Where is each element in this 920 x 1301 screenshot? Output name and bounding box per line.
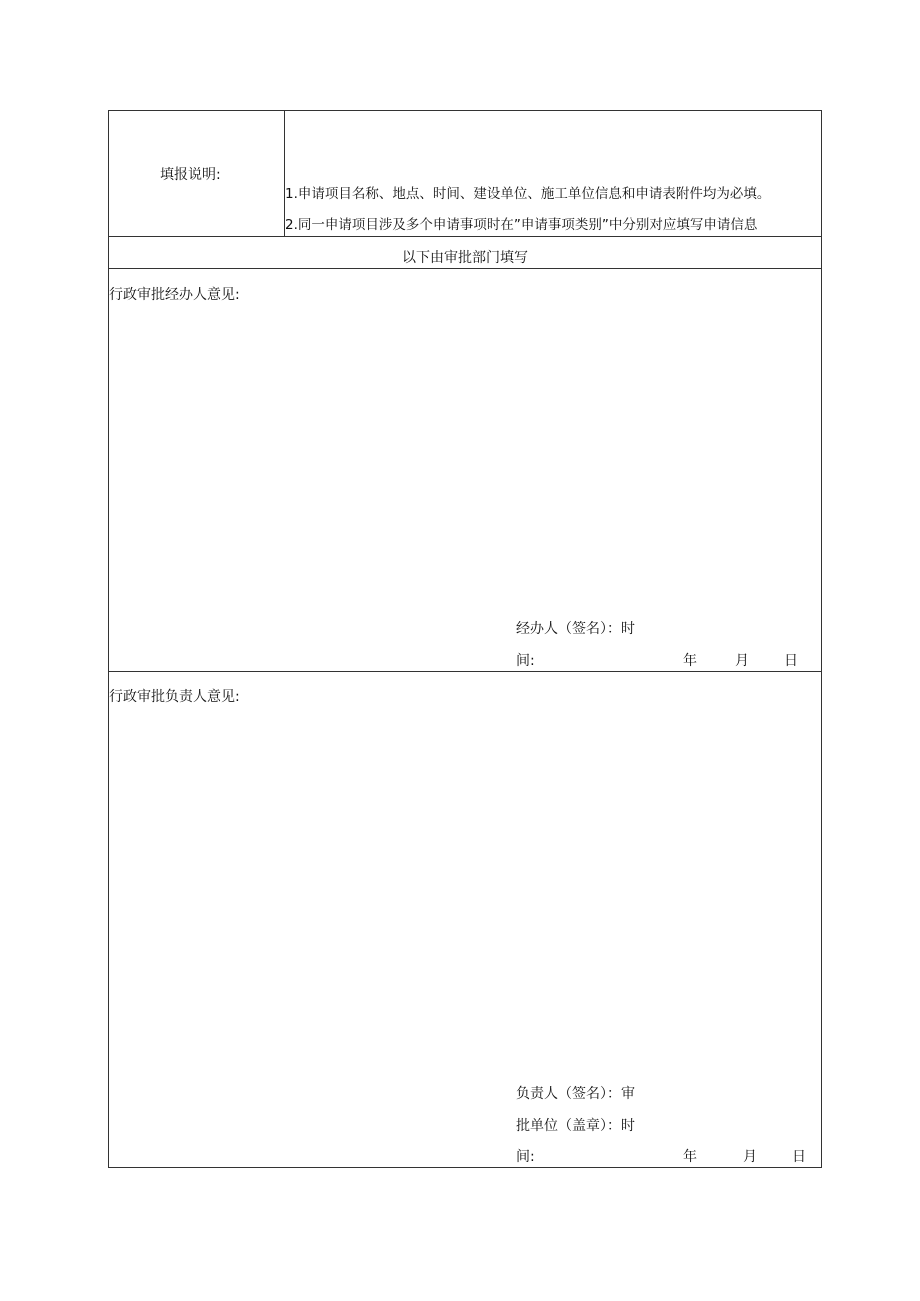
approval-unit-seal-label: 批单位（盖章）：时 [516, 1118, 635, 1134]
row-divider-header [109, 268, 821, 269]
manager-opinion-area[interactable] [113, 711, 817, 1071]
handler-date-month: 月 [735, 653, 749, 669]
handler-date-year: 年 [683, 653, 697, 669]
row-divider-handler [109, 671, 821, 672]
row-divider-instructions [109, 236, 821, 237]
handler-opinion-title: 行政审批经办人意见: [109, 287, 240, 303]
manager-signature-label: 负责人（签名）：审 [516, 1086, 635, 1102]
handler-signature-label: 经办人（签名）：时 [516, 621, 635, 637]
approval-form-table [108, 110, 822, 1168]
section-header: 以下由审批部门填写 [402, 250, 528, 266]
handler-date-day: 日 [784, 653, 798, 669]
manager-date-prefix: 间: [516, 1149, 535, 1165]
manager-date-year: 年 [683, 1149, 697, 1165]
manager-opinion-title: 行政审批负责人意见: [109, 689, 240, 705]
manager-date-day: 日 [792, 1149, 806, 1165]
manager-date-month: 月 [743, 1149, 757, 1165]
instructions-line-1: 1.申请项目名称、地点、时间、建设单位、施工单位信息和申请表附件均为必填。 [285, 186, 771, 202]
instructions-label: 填报说明: [160, 167, 221, 183]
handler-opinion-area[interactable] [113, 309, 817, 609]
instructions-line-2: 2.同一申请项目涉及多个申请事项时在”申请事项类别”中分别对应填写申请信息 [285, 217, 758, 233]
handler-date-prefix: 间: [516, 653, 535, 669]
